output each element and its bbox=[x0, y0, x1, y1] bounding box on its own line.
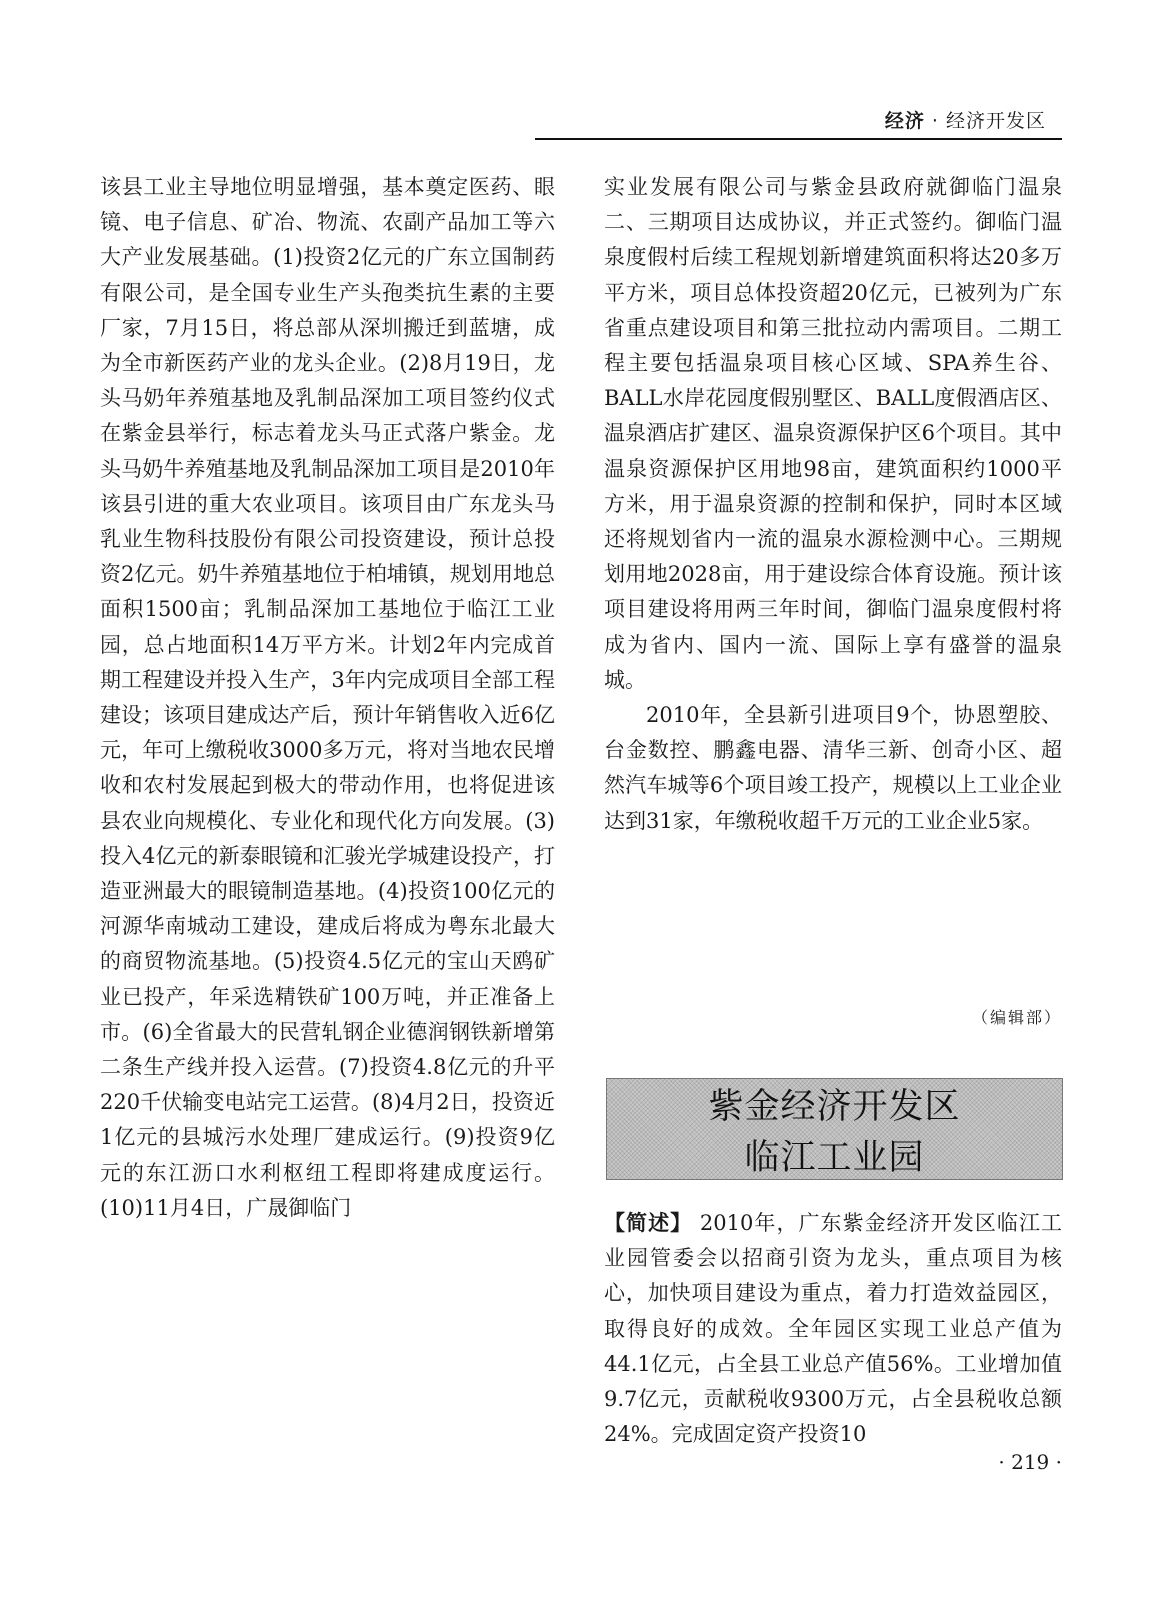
right-paragraph-2: 2010年，全县新引进项目9个，协恩塑胶、台金数控、鹏鑫电器、清华三新、创奇小区、超然汽车城等6个项目竣工投产，规模以上工业企业达到31家，年缴税收超千万元的工业企业5家。 bbox=[604, 703, 1062, 833]
left-paragraph: 该县工业主导地位明显增强，基本奠定医药、眼镜、电子信息、矿冶、物流、农副产品加工等六大产业发展基础。(1)投资2亿元的广东立国制药有限公司，是全国专业生产头孢类抗生素的主要厂家，7月15日，将总部从深圳搬迁到蓝塘，成为全市新医药产业的龙头企业。(2)8月19日，龙头马奶年养殖基地及乳制品深加工项目签约仪式在紫金县举行，标志着龙头马正式落户紫金。龙头马奶牛养殖基地及乳制品深加工项目是2010年该县引进的重大农业项目。该项目由广东龙头马乳业生物科技股份有限公司投资建设，预计总投资2亿元。奶牛养殖基地位于柏埔镇，规划用地总面积1500亩；乳制品深加工基地位于临江工业园，总占地面积14万平方米。计划2年内完成首期工程建设并投入生产，3年内完成项目全部工程建设；该项目建成达产后，预计年销售收入近6亿元，年可上缴税收3000多万元，将对当地农民增收和农村发展起到极大的带动作用，也将促进该县农业向规模化、专业化和现代化方向发展。(3)投入4亿元的新泰眼镜和汇骏光学城建设投产，打造亚洲最大的眼镜制造基地。(4)投资100亿元的河源华南城动工建设，建成后将成为粤东北最大的商贸物流基地。(5)投资4.5亿元的宝山天鸥矿业已投产，年采选精铁矿100万吨，并正准备上市。(6)全省最大的民营轧钢企业德润钢铁新增第二条生产线并投入运营。(7)投资4.8亿元的升平220千伏输变电站完工运营。(8)4月2日，投资近1亿元的县城污水处理厂建成运行。(9)投资9亿元的东江沥口水利枢纽工程即将建成度运行。(10)11月4日，广晟御临门 bbox=[100, 175, 555, 1220]
section-summary bbox=[604, 1205, 1062, 1452]
summary-label: 【简述】 bbox=[604, 1210, 693, 1235]
section-title-line-1: 紫金经济开发区 bbox=[708, 1087, 961, 1127]
running-header bbox=[535, 104, 1062, 140]
editor-signature: （编辑部） bbox=[971, 1008, 1062, 1027]
header-text bbox=[885, 106, 1046, 133]
right-paragraph-1: 实业发展有限公司与紫金县政府就御临门温泉二、三期项目达成协议，并正式签约。御临门温泉度假村后续工程规划新增建筑面积将达20多万平方米，项目总体投资超20亿元，已被列为广东省重点建设项目和第三批拉动内需项目。二期工程主要包括温泉项目核心区域、SPA养生谷、BALL水岸花园度假别墅区、BALL度假酒店区、温泉酒店扩建区、温泉资源保护区6个项目。其中温泉资源保护区用地98亩，建筑面积约1000平方米，用于温泉资源的控制和保护，同时本区域还将规划省内一流的温泉水源检测中心。三期规划用地2028亩，用于建设综合体育设施。预计该项目建设将用两三年时间，御临门温泉度假村将成为省内、国内一流、国际上享有盛誉的温泉城。 bbox=[604, 175, 1062, 692]
left-column bbox=[100, 170, 555, 1226]
section-title-line-2: 临江工业园 bbox=[744, 1138, 925, 1178]
summary-text: 2010年，广东紫金经济开发区临江工业园管委会以招商引资为龙头，重点项目为核心，加快项目建设为重点，着力打造效益园区，取得良好的成效。全年园区实现工业总产值为44.1亿元，占全县工业总产值56%。工业增加值9.7亿元，贡献税收9300万元，占全县税收总额24%。完成固定资产投资10 bbox=[604, 1211, 1062, 1447]
header-separator: · bbox=[931, 110, 939, 132]
page-number: · 219 · bbox=[998, 1450, 1062, 1474]
right-column bbox=[604, 170, 1062, 839]
section-title-box bbox=[606, 1078, 1063, 1180]
header-category: 经济 bbox=[884, 110, 925, 132]
header-section: 经济开发区 bbox=[945, 110, 1046, 132]
